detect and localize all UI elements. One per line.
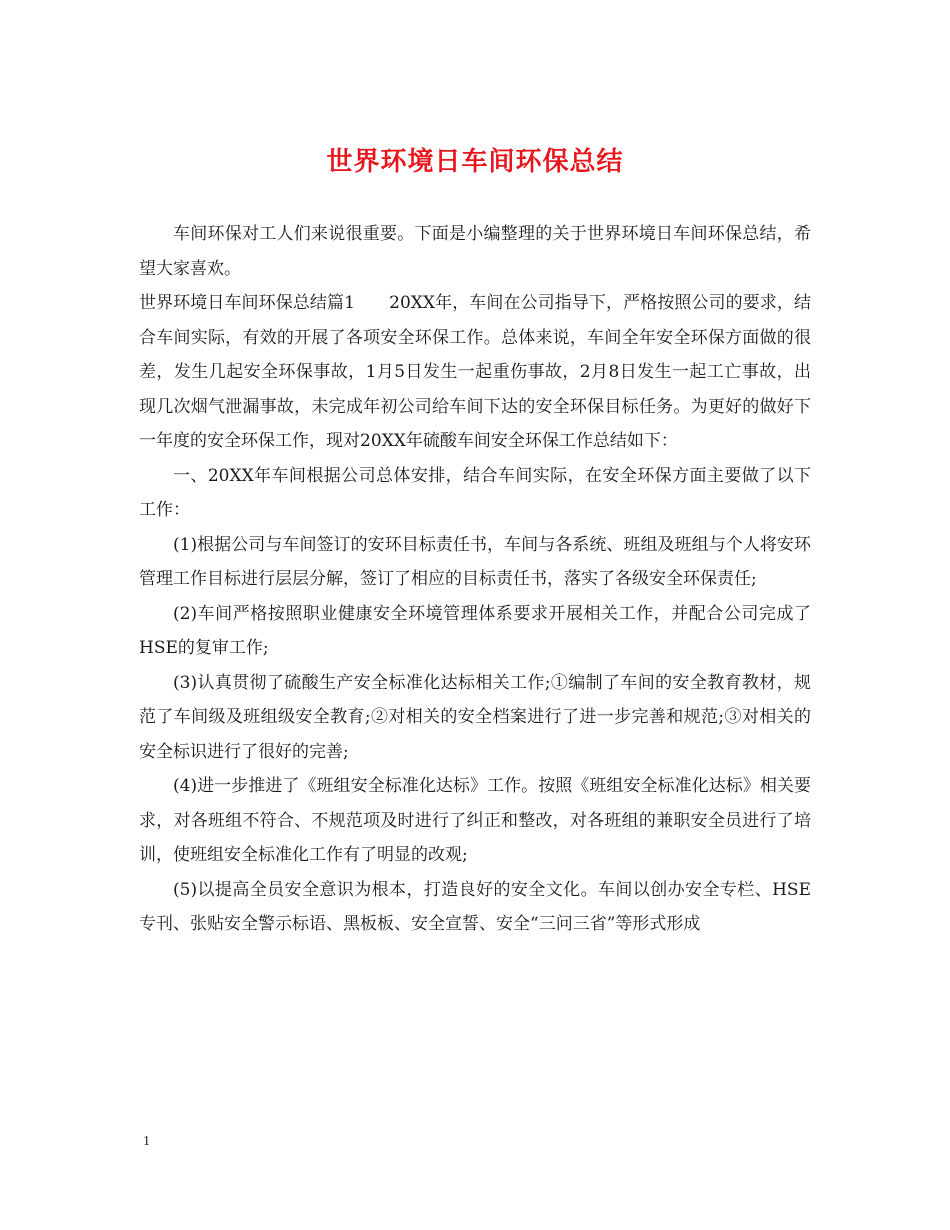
document-title: 世界环境日车间环保总结 [326, 147, 624, 177]
work-item-4: (4)进一步推进了《班组安全标准化达标》工作。按照《班组安全标准化达标》相关要求，对各班组不符合、不规范项及时进行了纠正和整改，对各班组的兼职安全员进行了培训，使班组安全标准化工作有了明显的改观; [139, 776, 811, 865]
page-number: 1 [143, 1134, 150, 1149]
work-item-3: (3)认真贯彻了硫酸生产安全标准化达标相关工作;①编制了车间的安全教育教材，规范了车间级及班组级安全教育;②对相关的安全档案进行了进一步完善和规范;③对相关的安全标识进行了很好的完善; [139, 672, 811, 762]
document-body [139, 217, 811, 942]
work-item-2: (2)车间严格按照职业健康安全环境管理体系要求开展相关工作，并配合公司完成了HSE的复审工作; [139, 603, 811, 658]
work-item-1: (1)根据公司与车间签订的安环目标责任书，车间与各系统、班组及班组与个人将安环管理工作目标进行层层分解，签订了相应的目标责任书，落实了各级安全环保责任; [139, 534, 811, 589]
work-summary-heading: 一、20XX年车间根据公司总体安排，结合车间实际，在安全环保方面主要做了以下工作： [139, 465, 811, 520]
work-item-5: (5)以提高全员安全意识为根本，打造良好的安全文化。车间以创办安全专栏、HSE专刊、张贴安全警示标语、黑板板、安全宣誓、安全“三问三省”等形式形成 [139, 879, 811, 934]
intro-paragraph: 车间环保对工人们来说很重要。下面是小编整理的关于世界环境日车间环保总结，希望大家喜欢。 [139, 224, 811, 279]
section-paragraph-1: 世界环境日车间环保总结篇1 20XX年，车间在公司指导下，严格按照公司的要求，结合车间实际，有效的开展了各项安全环保工作。总体来说，车间全年安全环保方面做的很差，发生几起安全环保事故，1月5日发生一起重伤事故，2月8日发生一起工亡事故，出现几次烟气泄漏事故，未完成年初公司给车间下达的安全环保目标任务。为更好的做好下一年度的安全环保工作，现对20XX年硫酸车间安全环保工作总结如下： [139, 293, 811, 451]
